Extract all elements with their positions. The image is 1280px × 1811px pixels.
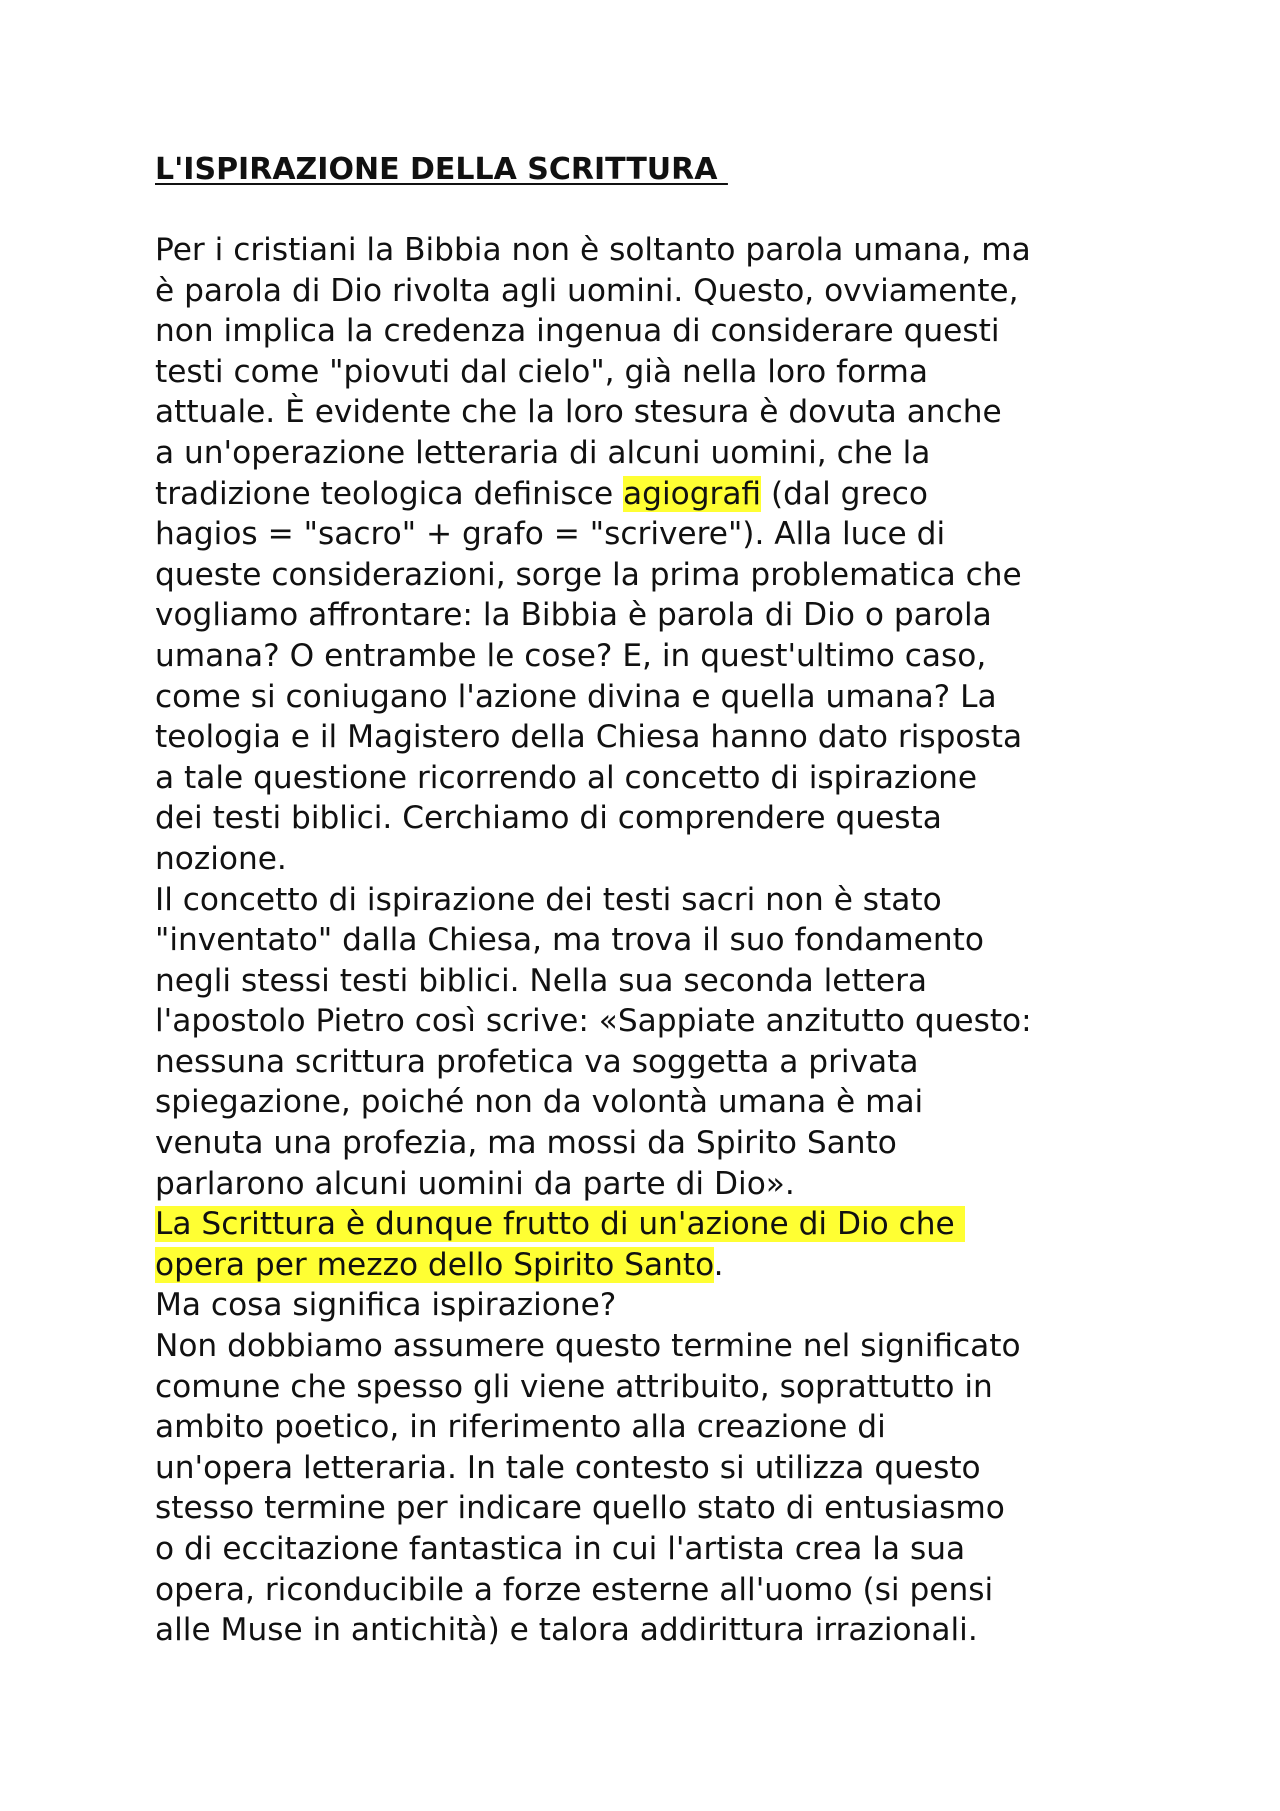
line-text: a tale questione ricorrendo al concetto di ispirazione (155, 759, 978, 796)
text-line (155, 1326, 1165, 1367)
line-text: attuale. È evidente che la loro stesura è dovuta anche (155, 394, 1002, 431)
text-line (155, 677, 1165, 718)
line-text: comune che spesso gli viene attribuito, soprattutto in (155, 1368, 993, 1405)
title-text: L'ISPIRAZIONE DELLA SCRITTURA (155, 152, 728, 187)
text-line (155, 961, 1165, 1002)
document-body (155, 150, 1165, 1651)
line-text: non implica la credenza ingenua di considerare questi (155, 313, 1000, 350)
line-text: alle Muse in antichità) e talora addirittura irrazionali. (155, 1612, 978, 1649)
line-text: parlarono alcuni uomini da parte di Dio». (155, 1165, 795, 1202)
line-text: o di eccitazione fantastica in cui l'artista crea la sua (155, 1531, 966, 1567)
text-line (155, 798, 1165, 839)
text-line (155, 311, 1165, 352)
line-text: negli stessi testi biblici. Nella sua seconda lettera (155, 962, 928, 999)
line-text: venuta una profezia, ma mossi da Spirito Santo (155, 1125, 897, 1162)
text-line (155, 1448, 1165, 1489)
line-text: hagios = "sacro" + grafo = "scrivere"). Alla luce di (155, 516, 946, 553)
text-line (155, 1245, 1165, 1286)
text-line (155, 1001, 1165, 1042)
text-line (155, 1367, 1165, 1408)
line-text: opera, riconducibile a forze esterne all'uomo (si pensi (155, 1571, 994, 1608)
text-line (155, 474, 1165, 515)
line-text-tail: (dal greco (761, 475, 928, 512)
line-text: Per i cristiani la Bibbia non è soltanto parola umana, ma (155, 232, 1031, 268)
text-line (155, 433, 1165, 474)
page-title (155, 150, 1165, 190)
text-line (155, 595, 1165, 636)
text-line (155, 920, 1165, 961)
text-line (155, 636, 1165, 677)
line-text: nessuna scrittura profetica va soggetta a privata (155, 1043, 919, 1080)
text-line (155, 880, 1165, 921)
line-text: testi come "piovuti dal cielo", già nella loro forma (155, 353, 929, 390)
text-line (155, 1610, 1165, 1651)
line-text: Non dobbiamo assumere questo termine nel significato (155, 1328, 1021, 1365)
text-line (155, 1570, 1165, 1611)
line-text: Ma cosa significa ispirazione? (155, 1287, 617, 1324)
text-line (155, 352, 1165, 393)
line-text: tradizione teologica definisce (155, 475, 624, 512)
line-text: a un'operazione letteraria di alcuni uomini, che la (155, 434, 931, 471)
text-line (155, 717, 1165, 758)
line-text: "inventato" dalla Chiesa, ma trova il suo fondamento (155, 922, 984, 959)
line-text: dei testi biblici. Cerchiamo di comprendere questa (155, 800, 942, 837)
highlighted-text: agiografi (623, 475, 762, 512)
line-text: umana? O entrambe le cose? E, in quest'ultimo caso, (155, 637, 987, 674)
text-line (155, 1042, 1165, 1083)
text-line (155, 392, 1165, 433)
text-line (155, 514, 1165, 555)
line-text: stesso termine per indicare quello stato di entusiasmo (155, 1490, 1005, 1527)
text-line (155, 1407, 1165, 1448)
line-text: Il concetto di ispirazione dei testi sacri non è stato (155, 881, 942, 918)
text-line (155, 1204, 1165, 1245)
text-line (155, 758, 1165, 799)
text-line (155, 1285, 1165, 1326)
line-text: come si coniugano l'azione divina e quella umana? La (155, 678, 997, 715)
line-text: un'opera letteraria. In tale contesto si utilizza questo (155, 1449, 981, 1486)
text-line (155, 1529, 1165, 1570)
paragraph-text (155, 230, 1165, 1651)
line-text-tail: . (713, 1246, 724, 1283)
text-line (155, 1082, 1165, 1123)
text-line (155, 1164, 1165, 1205)
line-text: è parola di Dio rivolta agli uomini. Questo, ovviamente, (155, 272, 1019, 309)
highlighted-text: La Scrittura è dunque frutto di un'azione di Dio che (155, 1206, 965, 1243)
text-line (155, 230, 1165, 271)
line-text: l'apostolo Pietro così scrive: «Sappiate anzitutto questo: (155, 1003, 1032, 1040)
text-line (155, 1488, 1165, 1529)
text-line (155, 555, 1165, 596)
text-line (155, 1123, 1165, 1164)
line-text: ambito poetico, in riferimento alla creazione di (155, 1409, 886, 1446)
line-text: spiegazione, poiché non da volontà umana è mai (155, 1084, 924, 1121)
text-line (155, 271, 1165, 312)
highlighted-text: opera per mezzo dello Spirito Santo (155, 1246, 714, 1283)
line-text: nozione. (155, 840, 287, 877)
text-line (155, 839, 1165, 880)
line-text: teologia e il Magistero della Chiesa hanno dato risposta (155, 719, 1023, 756)
line-text: vogliamo affrontare: la Bibbia è parola di Dio o parola (155, 597, 992, 634)
line-text: queste considerazioni, sorge la prima problematica che (155, 556, 1022, 593)
